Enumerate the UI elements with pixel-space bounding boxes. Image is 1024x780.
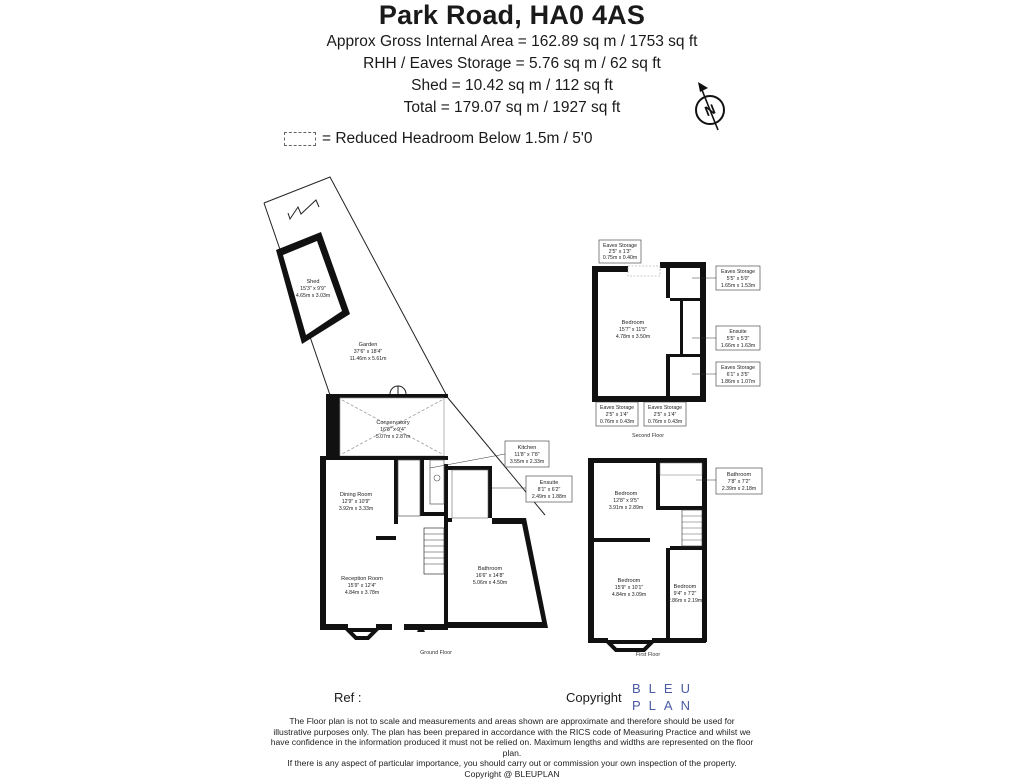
second-floor-label: Second Floor — [631, 433, 665, 439]
logo-line1: BLEU — [632, 681, 698, 696]
area-gross: Approx Gross Internal Area = 162.89 sq m / 1753 sq ft — [326, 33, 698, 50]
kitchen-name: Kitchen — [517, 445, 537, 451]
legend-text: = Reduced Headroom Below 1.5m / 5'0 — [322, 130, 593, 147]
bedroom-second-metric: 4.78m x 3.50m — [615, 334, 651, 340]
eaves-top-metric: 0.75m x 0.40m — [602, 255, 638, 261]
garden-imperial: 37'6" x 18'4" — [353, 349, 383, 355]
disclaimer-line: have confidence in the information produced it must not be relied on. Maximum lengths and widths are represented on the floor plan. — [270, 737, 754, 758]
ground-floor-label: Ground Floor — [420, 650, 452, 656]
bleuplan-logo — [632, 680, 698, 714]
eaves-bottom2-imperial: 2'5" x 1'4" — [653, 412, 677, 418]
dining-name: Dining Room — [339, 492, 373, 498]
bedroom-first1-imperial: 12'8" x 9'5" — [613, 498, 639, 504]
ensuite-ground-callout — [490, 476, 572, 502]
stairs-ground — [424, 528, 444, 574]
bedroom-first3-imperial: 9'4" x 7'2" — [673, 591, 697, 597]
bedroom-second-name: Bedroom — [621, 320, 645, 326]
bedroom-first2-name: Bedroom — [617, 578, 641, 584]
shed-name: Shed — [306, 279, 320, 285]
plan-title: Park Road, HA0 4AS — [378, 0, 646, 30]
ensuite-ground-metric: 2.49m x 1.88m — [531, 494, 567, 500]
bedroom-first3-name: Bedroom — [673, 584, 697, 590]
ensuite-second-metric: 1.66m x 1.63m — [720, 343, 756, 349]
eaves-bottom2-callout — [644, 402, 686, 426]
ground-floor — [320, 386, 548, 656]
bedroom-second-imperial: 15'7" x 11'5" — [618, 327, 648, 333]
reference-label: Ref : — [334, 690, 362, 705]
eaves-bottom1-callout — [596, 402, 638, 426]
compass-letter: N — [702, 100, 718, 120]
bathroom-first-imperial: 7'8" x 7'2" — [727, 479, 751, 485]
eaves-right2-name: Eaves Storage — [720, 365, 756, 371]
eaves-top-name: Eaves Storage — [602, 243, 638, 249]
bathroom-first-name: Bathroom — [726, 472, 752, 478]
eaves-right1-metric: 1.65m x 1.53m — [720, 283, 756, 289]
eaves-bottom1-metric: 0.76m x 0.43m — [599, 419, 635, 425]
garden-name: Garden — [358, 342, 378, 348]
reception-imperial: 15'9" x 12'4" — [347, 583, 377, 589]
eaves-right2-metric: 1.86m x 1.07m — [720, 379, 756, 385]
eaves-right1-imperial: 5'5" x 5'0" — [726, 276, 750, 282]
eaves-bottom1-name: Eaves Storage — [599, 405, 635, 411]
eaves-bottom2-metric: 0.76m x 0.43m — [647, 419, 683, 425]
ensuite-ground-name: Ensuite — [539, 480, 559, 486]
disclaimer — [262, 716, 762, 780]
disclaimer-line: illustrative purposes only. The plan has been prepared in accordance with the RICS code of Measuring Practice and whilst we — [273, 726, 751, 737]
bedroom-first1-metric: 3.91m x 2.89m — [608, 505, 644, 511]
first-floor — [588, 458, 707, 658]
conservatory-metric: 5.07m x 2.87m — [375, 434, 411, 440]
conservatory-name: Conservatory — [376, 420, 410, 426]
area-total: Total = 179.07 sq m / 1927 sq ft — [403, 99, 621, 116]
bathroom-ground-imperial: 16'6" x 14'8" — [475, 573, 505, 579]
eaves-right2-imperial: 6'1" x 3'5" — [726, 372, 750, 378]
shed — [276, 232, 350, 344]
disclaimer-line: If there is any aspect of particular importance, you should carry out or commission your own inspection of the property. — [287, 758, 737, 769]
reception-name: Reception Room — [341, 576, 383, 582]
reception-metric: 4.84m x 3.78m — [344, 590, 380, 596]
kitchen-metric: 3.55m x 2.33m — [509, 459, 545, 465]
shed-imperial: 15'3" x 9'9" — [300, 286, 326, 292]
bathroom-ground-name: Bathroom — [477, 566, 503, 572]
bedroom-first1-name: Bedroom — [614, 491, 638, 497]
logo-line2: PLAN — [632, 698, 698, 713]
kitchen-imperial: 11'8" x 7'8" — [514, 452, 540, 458]
copyright-label: Copyright — [566, 690, 622, 705]
eaves-top-callout — [599, 240, 641, 263]
bedroom-first3-metric: 2.86m x 2.19m — [667, 598, 703, 604]
kitchen-callout — [430, 441, 549, 468]
conservatory-imperial: 16'8" x 9'4" — [380, 427, 406, 433]
eaves-bottom2-name: Eaves Storage — [647, 405, 683, 411]
garden-metric: 11.46m x 5.61m — [349, 356, 387, 362]
bathroom-first-metric: 2.39m x 2.18m — [721, 486, 757, 492]
area-shed: Shed = 10.42 sq m / 112 sq ft — [411, 77, 613, 94]
bathroom-ground-metric: 5.06m x 4.50m — [472, 580, 508, 586]
disclaimer-copyright: Copyright @ BLEUPLAN — [464, 768, 560, 779]
eaves-top-imperial: 2'5" x 1'3" — [608, 249, 632, 255]
eaves-bottom1-imperial: 2'5" x 1'4" — [605, 412, 629, 418]
area-eaves: RHH / Eaves Storage = 5.76 sq m / 62 sq ft — [363, 55, 661, 72]
bedroom-first2-imperial: 15'9" x 10'1" — [614, 585, 644, 591]
garden-boundary — [264, 177, 545, 515]
ensuite-ground-imperial: 8'1" x 6'2" — [537, 487, 561, 493]
dining-imperial: 12'9" x 10'9" — [341, 499, 371, 505]
shed-metric: 4.65m x 3.03m — [295, 293, 331, 299]
bedroom-first2-metric: 4.84m x 3.09m — [611, 592, 647, 598]
ensuite-second-name: Ensuite — [729, 329, 747, 335]
first-floor-label: First Floor — [635, 652, 661, 658]
eaves-right1-name: Eaves Storage — [720, 269, 756, 275]
dining-metric: 3.92m x 3.33m — [338, 506, 374, 512]
ensuite-second-imperial: 5'5" x 5'3" — [726, 336, 750, 342]
disclaimer-line: The Floor plan is not to scale and measurements and areas shown are approximate and therefore should be used for — [289, 716, 735, 726]
